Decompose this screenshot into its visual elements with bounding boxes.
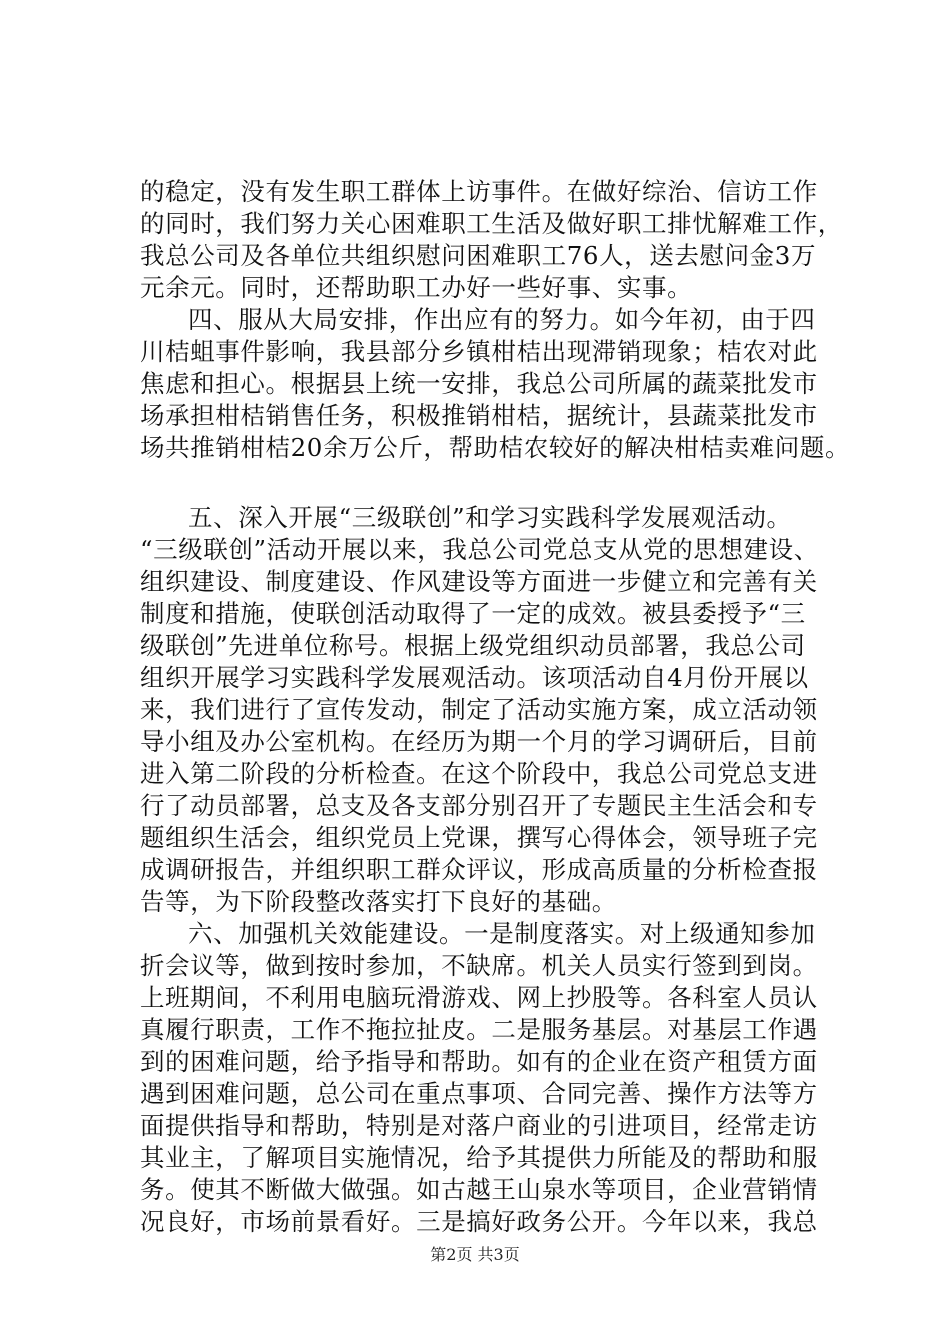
text-line: 折会议等，做到按时参加，不缺席。机关人员实行签到到岗。: [140, 951, 818, 980]
text-line: 制度和措施，使联创活动取得了一定的成效。被县委授予“三: [140, 599, 806, 628]
text-line: 导小组及办公室机构。在经历为期一个月的学习调研后，目前: [140, 727, 818, 756]
text-line: 到的困难问题，给予指导和帮助。如有的企业在资产租赁方面: [140, 1047, 818, 1076]
text-line: 行了动员部署，总支及各支部分别召开了专题民主生活会和专: [140, 791, 818, 820]
text-line: 成调研报告，并组织职工群众评议，形成高质量的分析检查报: [140, 855, 818, 884]
text-line: 来，我们进行了宣传发动，制定了活动实施方案，成立活动领: [140, 695, 818, 724]
text-line: 上班期间，不利用电脑玩滑游戏、网上抄股等。各科室人员认: [140, 983, 818, 1012]
text-line: 遇到困难问题，总公司在重点事项、合同完善、操作方法等方: [140, 1079, 818, 1108]
paragraph-start-line: 六、加强机关效能建设。一是制度落实。对上级通知参加: [188, 919, 816, 948]
text-line: 场共推销柑桔20余万公斤，帮助桔农较好的解决柑桔卖难问题。: [140, 433, 851, 462]
page-number-footer: 第2页 共3页: [430, 1245, 520, 1264]
text-line: 我总公司及各单位共组织慰问困难职工76人，送去慰问金3万: [140, 241, 817, 270]
text-line: 焦虑和担心。根据县上统一安排，我总公司所属的蔬菜批发市: [140, 369, 818, 398]
paragraph-start-line: 四、服从大局安排，作出应有的努力。如今年初，由于四: [188, 305, 816, 334]
text-line: 元余元。同时，还帮助职工办好一些好事、实事。: [140, 273, 693, 302]
text-line: 组织建设、制度建设、作风建设等方面进一步健立和完善有关: [140, 567, 818, 596]
text-line: 川桔蛆事件影响，我县部分乡镇柑桔出现滞销现象；桔农对此: [140, 337, 818, 366]
text-line: 进入第二阶段的分析检查。在这个阶段中，我总公司党总支进: [140, 759, 818, 788]
text-line: 级联创”先进单位称号。根据上级党组织动员部署，我总公司: [140, 631, 806, 660]
text-line: 的稳定，没有发生职工群体上访事件。在做好综治、信访工作: [140, 177, 818, 206]
text-line: 面提供指导和帮助，特别是对落户商业的引进项目，经常走访: [140, 1111, 818, 1140]
text-line: 组织开展学习实践科学发展观活动。该项活动自4月份开展以: [140, 663, 809, 692]
text-line: “三级联创”活动开展以来，我总公司党总支从党的思想建设、: [140, 535, 819, 564]
text-line: 告等，为下阶段整改落实打下良好的基础。: [140, 887, 617, 916]
text-line: 的同时，我们努力关心困难职工生活及做好职工排忧解难工作，: [140, 209, 843, 238]
text-line: 况良好，市场前景看好。三是搞好政务公开。今年以来，我总: [140, 1207, 818, 1236]
paragraph-start-line: 五、深入开展“三级联创”和学习实践科学发展观活动。: [188, 503, 792, 532]
text-line: 其业主，了解项目实施情况，给予其提供力所能及的帮助和服: [140, 1143, 818, 1172]
text-line: 题组织生活会，组织党员上党课，撰写心得体会，领导班子完: [140, 823, 818, 852]
text-line: 务。使其不断做大做强。如古越王山泉水等项目，企业营销情: [140, 1175, 818, 1204]
text-line: 真履行职责，工作不拖拉扯皮。二是服务基层。对基层工作遇: [140, 1015, 818, 1044]
text-line: 场承担柑桔销售任务，积极推销柑桔，据统计，县蔬菜批发市: [140, 401, 818, 430]
